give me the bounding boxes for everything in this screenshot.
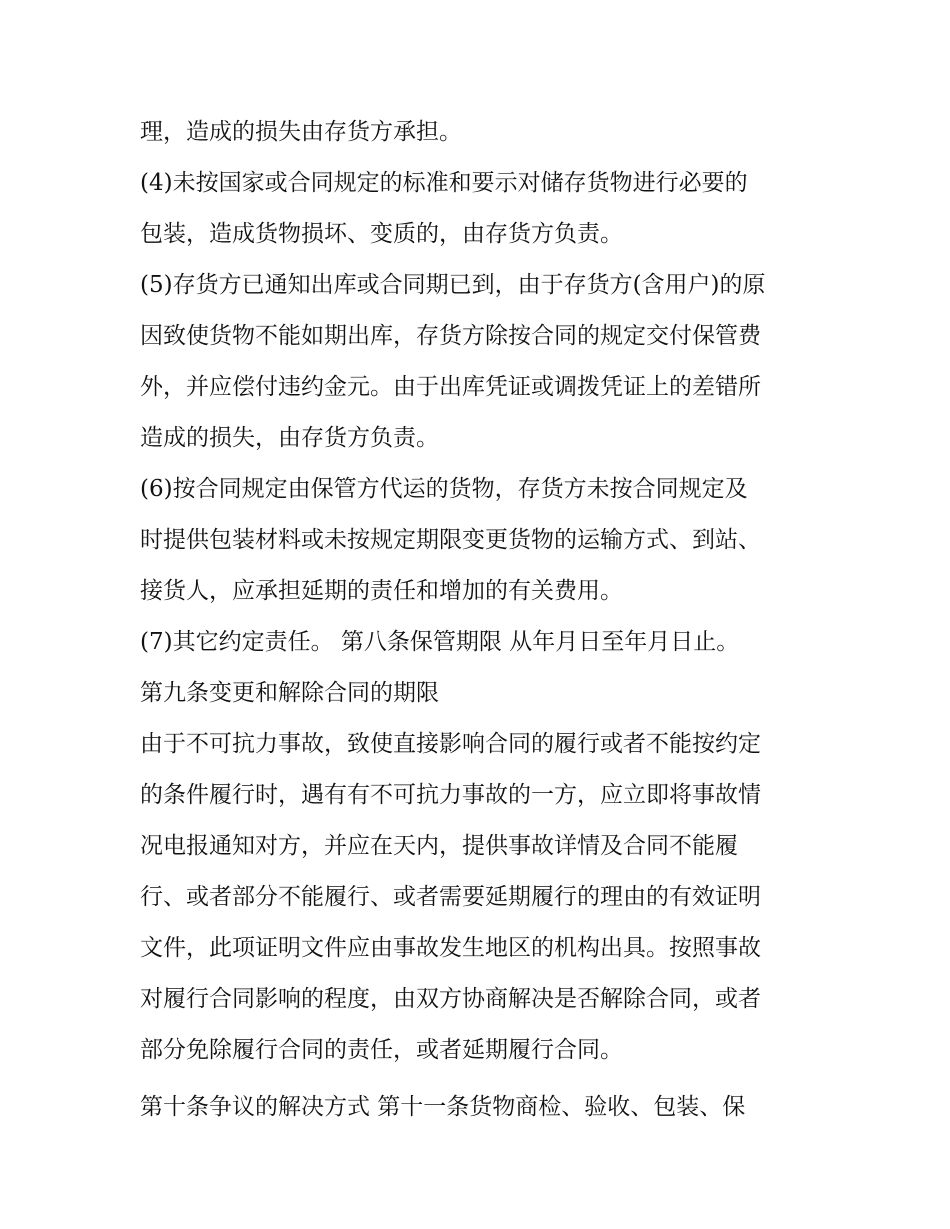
body-text bbox=[140, 107, 830, 1133]
text-line: 因致使货物不能如期出库，存货方除按合同的规定交付保管费 bbox=[140, 323, 761, 349]
text-line: 理，造成的损失由存货方承担。 bbox=[140, 119, 462, 145]
text-line: 时提供包装材料或未按规定期限变更货物的运输方式、到站、 bbox=[140, 527, 761, 553]
text-line: 接货人，应承担延期的责任和增加的有关费用。 bbox=[140, 578, 623, 604]
text-line: 造成的损失，由存货方负责。 bbox=[140, 425, 439, 451]
text-line: 第九条变更和解除合同的期限 bbox=[140, 680, 439, 706]
text-line: 部分免除履行合同的责任，或者延期履行合同。 bbox=[140, 1037, 623, 1063]
text-line: 对履行合同影响的程度，由双方协商解决是否解除合同，或者 bbox=[140, 986, 761, 1012]
text-line: 外，并应偿付违约金元。由于出库凭证或调拨凭证上的差错所 bbox=[140, 374, 761, 400]
text-line: (6)按合同规定由保管方代运的货物，存货方未按合同规定及 bbox=[140, 476, 748, 502]
text-line: 包装，造成货物损坏、变质的，由存货方负责。 bbox=[140, 221, 623, 247]
text-line: 文件，此项证明文件应由事故发生地区的机构出具。按照事故 bbox=[140, 935, 761, 961]
text-line: 的条件履行时，遇有有不可抗力事故的一方，应立即将事故情 bbox=[140, 782, 761, 808]
text-line: (5)存货方已通知出库或合同期已到，由于存货方(含用户)的原 bbox=[140, 272, 766, 298]
text-line: (4)未按国家或合同规定的标准和要示对储存货物进行必要的 bbox=[140, 170, 748, 196]
text-line: (7)其它约定责任。 第八条保管期限 从年月日至年月日止。 bbox=[140, 629, 740, 655]
text-line: 第十条争议的解决方式 第十一条货物商检、验收、包装、保 bbox=[140, 1094, 746, 1120]
text-line: 由于不可抗力事故，致使直接影响合同的履行或者不能按约定 bbox=[140, 731, 761, 757]
text-line: 行、或者部分不能履行、或者需要延期履行的理由的有效证明 bbox=[140, 884, 761, 910]
text-line: 况电报通知对方，并应在天内，提供事故详情及合同不能履 bbox=[140, 833, 738, 859]
